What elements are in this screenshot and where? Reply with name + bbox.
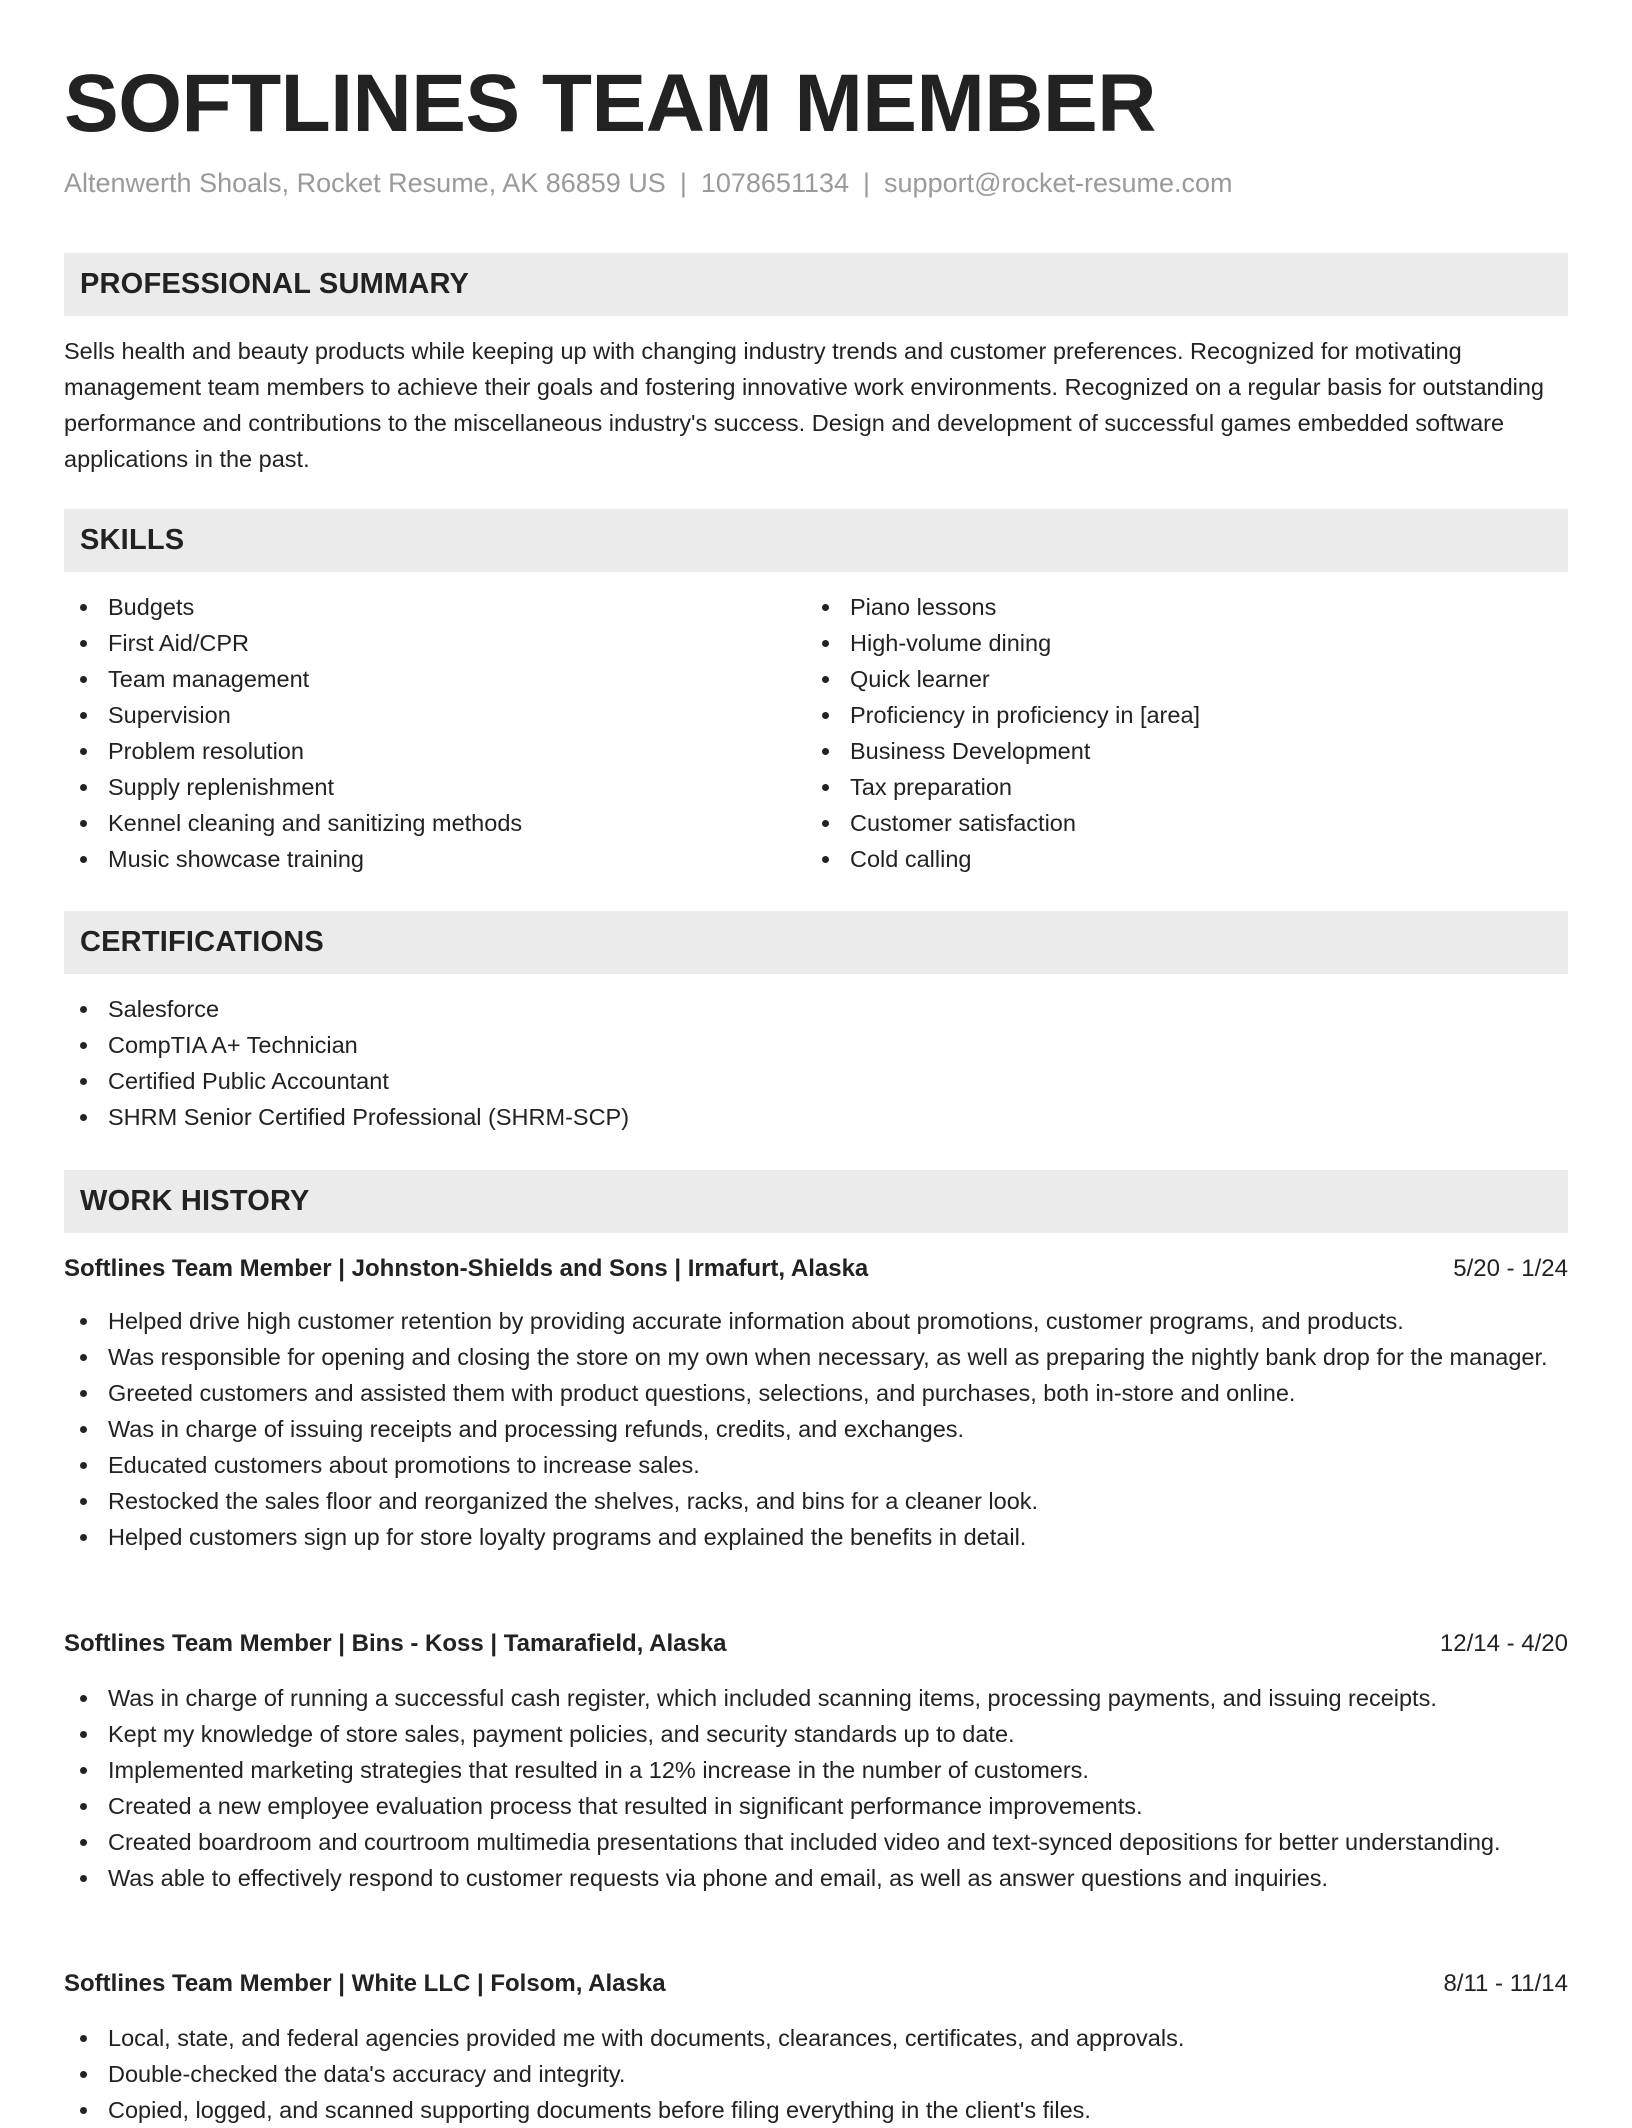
job-dates: 12/14 - 4/20 — [1439, 1630, 1568, 1657]
section-header-skills — [64, 509, 1568, 572]
job-bullet: Restocked the sales floor and reorganized the shelves, racks, and bins for a cleaner look. — [64, 1483, 1568, 1519]
job-header — [64, 1966, 1568, 2002]
certification-item: SHRM Senior Certified Professional (SHRM-SCP) — [64, 1099, 1568, 1135]
section-title-summary: PROFESSIONAL SUMMARY — [80, 268, 470, 300]
summary-text: Sells health and beauty products while keeping up with changing industry trends and customer preferences. Recognized for motivating management team members to achieve their goals and fostering innovative work environments. Recognized on a regular basis for outstanding performance and contributions to the miscellaneous industry's success. Design and development of successful games embedded software applications in the past. — [64, 338, 1545, 472]
contact-line — [64, 168, 1233, 199]
skill-item: Team management — [64, 661, 804, 697]
job-bullet: Was able to effectively respond to customer requests via phone and email, as well as answer questions and inquiries. — [64, 1860, 1568, 1896]
skill-item: Budgets — [64, 589, 804, 625]
contact-phone: 1078651134 — [700, 168, 850, 198]
job-bullet: Copied, logged, and scanned supporting documents before filing everything in the client's files. — [64, 2092, 1568, 2128]
job-dates: 5/20 - 1/24 — [1453, 1255, 1568, 1282]
job-bullet: Was responsible for opening and closing the store on my own when necessary, as well as preparing the nightly bank drop for the manager. — [64, 1339, 1568, 1375]
job-bullet: Helped customers sign up for store loyalty programs and explained the benefits in detail. — [64, 1519, 1568, 1555]
skill-item: High-volume dining — [806, 625, 1566, 661]
section-header-summary — [64, 253, 1568, 316]
certifications-list — [64, 991, 1568, 1135]
job-dates: 8/11 - 11/14 — [1443, 1970, 1568, 1997]
section-title-certifications: CERTIFICATIONS — [80, 926, 324, 958]
certification-item: Certified Public Accountant — [64, 1063, 1568, 1099]
skill-item: Supervision — [64, 697, 804, 733]
skill-item: Tax preparation — [806, 769, 1566, 805]
contact-email: support@rocket-resume.com — [884, 168, 1233, 198]
job-bullet: Educated customers about promotions to increase sales. — [64, 1447, 1568, 1483]
section-title-work-history: WORK HISTORY — [80, 1185, 310, 1217]
skill-item: Music showcase training — [64, 841, 804, 877]
job-bullet: Greeted customers and assisted them with product questions, selections, and purchases, both in-store and online. — [64, 1375, 1568, 1411]
resume-title: SOFTLINES TEAM MEMBER — [64, 58, 1156, 149]
job-bullet: Helped drive high customer retention by providing accurate information about promotions, customer programs, and products. — [64, 1303, 1568, 1339]
job-bullet: Created boardroom and courtroom multimedia presentations that included video and text-synced depositions for better understanding. — [64, 1824, 1568, 1860]
contact-separator: | — [863, 168, 871, 198]
section-title-skills: SKILLS — [80, 524, 185, 556]
job-bullet: Local, state, and federal agencies provided me with documents, clearances, certificates, and approvals. — [64, 2020, 1568, 2056]
job-bullets — [64, 1680, 1568, 1896]
skill-item: Piano lessons — [806, 589, 1566, 625]
certification-item: Salesforce — [64, 991, 1568, 1027]
skills-list-right — [806, 589, 1566, 877]
section-header-certifications — [64, 911, 1568, 974]
job-header — [64, 1251, 1568, 1287]
job-bullet: Created a new employee evaluation process that resulted in significant performance improvements. — [64, 1788, 1568, 1824]
skill-item: Cold calling — [806, 841, 1566, 877]
job-bullet: Was in charge of issuing receipts and processing refunds, credits, and exchanges. — [64, 1411, 1568, 1447]
job-bullet: Double-checked the data's accuracy and integrity. — [64, 2056, 1568, 2092]
skill-item: Proficiency in proficiency in [area] — [806, 697, 1566, 733]
skill-item: Quick learner — [806, 661, 1566, 697]
job-bullet: Implemented marketing strategies that resulted in a 12% increase in the number of customers. — [64, 1752, 1568, 1788]
job-title: Softlines Team Member | White LLC | Folsom, Alaska — [64, 1970, 666, 1997]
job-title: Softlines Team Member | Johnston-Shields and Sons | Irmafurt, Alaska — [64, 1255, 869, 1282]
job-title: Softlines Team Member | Bins - Koss | Tamarafield, Alaska — [64, 1630, 727, 1657]
skills-list-left — [64, 589, 804, 877]
contact-address: Altenwerth Shoals, Rocket Resume, AK 86859 US — [64, 168, 666, 198]
skill-item: Kennel cleaning and sanitizing methods — [64, 805, 804, 841]
job-header — [64, 1626, 1568, 1662]
skill-item: Supply replenishment — [64, 769, 804, 805]
skill-item: Problem resolution — [64, 733, 804, 769]
skill-item: Business Development — [806, 733, 1566, 769]
job-bullets — [64, 1303, 1568, 1555]
section-header-work-history — [64, 1170, 1568, 1233]
job-bullet: Kept my knowledge of store sales, payment policies, and security standards up to date. — [64, 1716, 1568, 1752]
skill-item: Customer satisfaction — [806, 805, 1566, 841]
skill-item: First Aid/CPR — [64, 625, 804, 661]
certification-item: CompTIA A+ Technician — [64, 1027, 1568, 1063]
contact-separator: | — [679, 168, 687, 198]
job-bullet: Was in charge of running a successful cash register, which included scanning items, processing payments, and issuing receipts. — [64, 1680, 1568, 1716]
